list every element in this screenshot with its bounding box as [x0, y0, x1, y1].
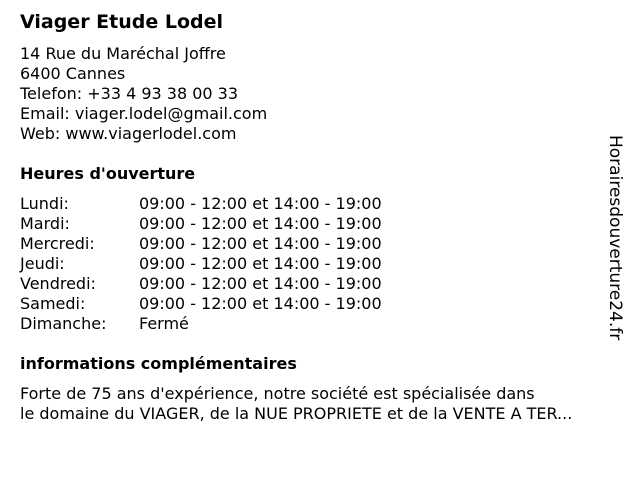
day-hours: 09:00 - 12:00 et 14:00 - 19:00: [139, 194, 382, 213]
site-watermark: Horairesdouverture24.fr: [605, 135, 625, 341]
day-label: Mardi:: [20, 214, 70, 233]
day-label: Mercredi:: [20, 234, 95, 253]
day-label: Vendredi:: [20, 274, 96, 293]
phone-line: Telefon: +33 4 93 38 00 33: [20, 84, 239, 103]
day-label: Lundi:: [20, 194, 69, 213]
day-hours: 09:00 - 12:00 et 14:00 - 19:00: [139, 234, 382, 253]
day-hours: Fermé: [139, 314, 189, 333]
info-line-1: Forte de 75 ans d'expérience, notre société est spécialisée dans: [20, 384, 535, 403]
day-label: Dimanche:: [20, 314, 107, 333]
hours-row-tuesday: [20, 214, 382, 234]
day-label: Samedi:: [20, 294, 86, 313]
day-hours: 09:00 - 12:00 et 14:00 - 19:00: [139, 274, 382, 293]
address-city: 6400 Cannes: [20, 64, 126, 83]
day-hours: 09:00 - 12:00 et 14:00 - 19:00: [139, 294, 382, 313]
additional-info-text: [20, 384, 572, 424]
contact-block: [20, 44, 267, 144]
opening-hours-heading: Heures d'ouverture: [20, 164, 196, 183]
web-line: Web: www.viagerlodel.com: [20, 124, 237, 143]
hours-row-monday: [20, 194, 382, 214]
email-line: Email: viager.lodel@gmail.com: [20, 104, 268, 123]
hours-row-wednesday: [20, 234, 382, 254]
opening-hours-table: [20, 194, 382, 334]
hours-row-friday: [20, 274, 382, 294]
hours-row-thursday: [20, 254, 382, 274]
day-hours: 09:00 - 12:00 et 14:00 - 19:00: [139, 254, 382, 273]
info-line-2: le domaine du VIAGER, de la NUE PROPRIETE et de la VENTE A TER...: [20, 404, 573, 423]
day-hours: 09:00 - 12:00 et 14:00 - 19:00: [139, 214, 382, 233]
hours-row-saturday: [20, 294, 382, 314]
day-label: Jeudi:: [20, 254, 65, 273]
hours-row-sunday: [20, 314, 382, 334]
business-name: Viager Etude Lodel: [20, 11, 224, 33]
address-street: 14 Rue du Maréchal Joffre: [20, 44, 226, 63]
additional-info-heading: informations complémentaires: [20, 354, 297, 373]
